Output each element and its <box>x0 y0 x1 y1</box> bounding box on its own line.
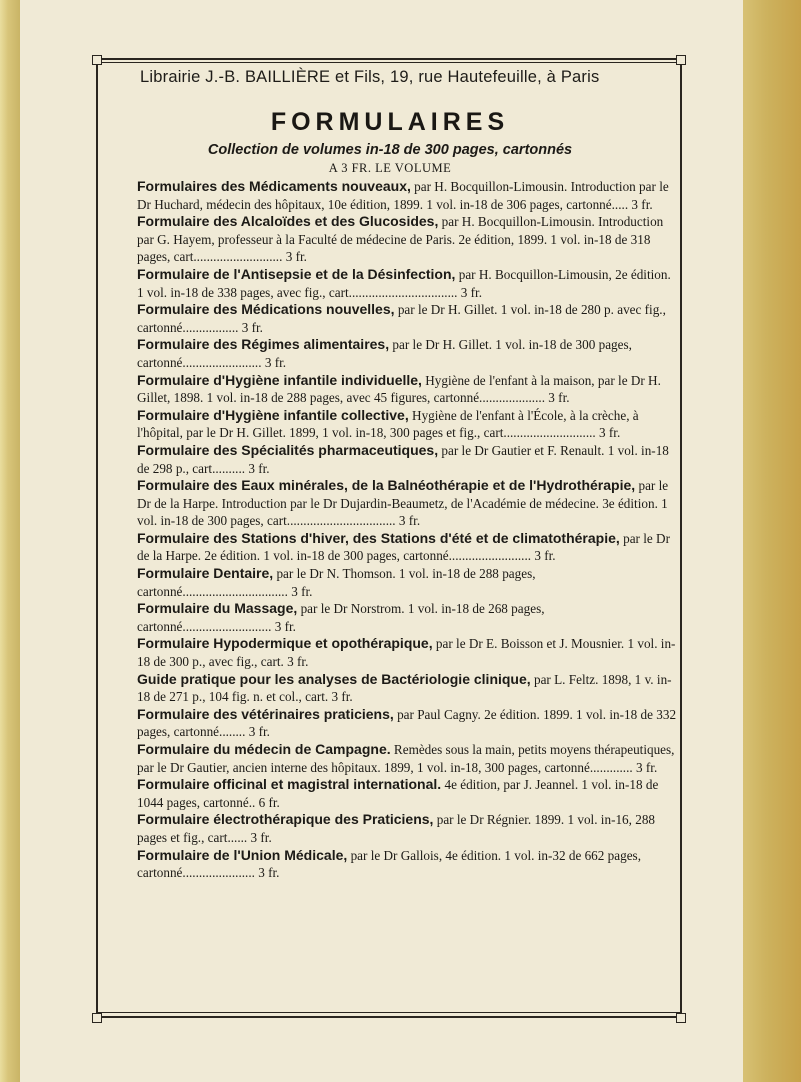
catalog-entry <box>137 565 677 600</box>
entry-title: Formulaire du médecin de Campagne. <box>137 741 391 757</box>
entry-body: par le Dr Gallois, 4e édition. 1 vol. in-32 de 662 pages, cartonné...................... 3 fr. <box>137 847 641 881</box>
catalog-entry <box>137 776 677 811</box>
entry-body: Hygiène de l'enfant à la maison, par le Dr H. Gillet, 1898. 1 vol. in-18 de 288 pages, avec 45 figures, cartonné.................... 3 fr. <box>137 372 661 406</box>
entry-title: Formulaire du Massage, <box>137 600 298 617</box>
entry-body: par le Dr N. Thomson. 1 vol. in-18 de 288 pages, cartonné................................ 3 fr. <box>137 566 536 599</box>
corner-ornament-top-right <box>676 55 686 65</box>
catalog-entry <box>137 266 677 301</box>
entry-title: Formulaire des Médications nouvelles, <box>137 301 395 318</box>
entry-body: Remèdes sous la main, petits moyens thérapeutiques, par le Dr Gautier, ancien interne des hôpitaux. 1899, 1 vol. in-18, 300 pages, cartonné............. 3 fr. <box>137 742 675 775</box>
catalog-list <box>137 178 677 882</box>
catalog-entry <box>137 847 677 882</box>
entry-body: par Paul Cagny. 2e édition. 1899. 1 vol. in-18 de 332 pages, cartonné........ 3 fr. <box>137 706 677 740</box>
corner-ornament-bottom-left <box>92 1013 102 1023</box>
entry-title: Formulaire des Stations d'hiver, des Stations d'été et de climatothérapie, <box>137 529 620 546</box>
entry-body: par le Dr H. Gillet. 1 vol. in-18 de 300 pages, cartonné........................ 3 fr. <box>137 337 632 370</box>
entry-title: Formulaire des Alcaloïdes et des Glucosides, <box>137 213 439 230</box>
catalog-entry <box>137 671 677 706</box>
entry-title: Guide pratique pour les analyses de Bactériologie clinique, <box>137 670 531 687</box>
corner-ornament-top-left <box>92 55 102 65</box>
catalog-entry <box>137 372 677 407</box>
catalog-entry <box>137 407 677 442</box>
entry-body: 4e édition, par J. Jeannel. 1 vol. in-18 de 1044 pages, cartonné.. 6 fr. <box>137 777 659 810</box>
entry-body: par le Dr Gautier et F. Renault. 1 vol. in-18 de 298 p., cart.......... 3 fr. <box>137 442 669 476</box>
entry-body: par le Dr Norstrom. 1 vol. in-18 de 268 pages, cartonné........................... 3 fr. <box>137 601 545 634</box>
entry-title: Formulaire d'Hygiène infantile collective, <box>137 406 409 423</box>
entry-title: Formulaire officinal et magistral international. <box>137 776 442 793</box>
corner-ornament-bottom-right <box>676 1013 686 1023</box>
entry-title: Formulaire des Régimes alimentaires, <box>137 336 390 353</box>
entry-title: Formulaire de l'Antisepsie et de la Désinfection, <box>137 265 456 282</box>
catalog-entry <box>137 213 677 266</box>
publisher-header: Librairie J.-B. BAILLIÈRE et Fils, 19, rue Hautefeuille, à Paris <box>140 68 600 86</box>
catalog-entry <box>137 442 677 477</box>
entry-body: par le Dr de la Harpe. Introduction par le Dr Dujardin-Beaumetz, de l'Académie de médecine. 3e édition. 1 vol. in-18 de 300 pages, cart................................. 3 fr. <box>137 478 669 529</box>
entry-body: par L. Feltz. 1898, 1 v. in-18 de 271 p., 104 fig. n. et col., cart. 3 fr. <box>137 671 672 705</box>
entry-body: par le Dr E. Boisson et J. Mousnier. 1 vol. in-18 de 300 p., avec fig., cart. 3 fr. <box>137 636 676 670</box>
entry-body: par H. Bocquillon-Limousin, 2e édition. 1 vol. in-18 de 338 pages, avec fig., cart................................. 3 fr. <box>137 266 671 300</box>
price-line: A 3 FR. LE VOLUME <box>328 161 452 175</box>
entry-title: Formulaire Hypodermique et opothérapique, <box>137 635 433 652</box>
entry-title: Formulaire des Spécialités pharmaceutiques, <box>137 441 439 458</box>
bottom-rule <box>96 1016 682 1018</box>
catalog-entry <box>137 811 677 846</box>
left-paper-edge <box>0 0 20 1082</box>
catalog-entry <box>137 336 677 371</box>
top-rule <box>96 58 682 60</box>
entry-title: Formulaire de l'Union Médicale, <box>137 846 348 863</box>
entry-body: Hygiène de l'enfant à l'École, à la crèche, à l'hôpital, par le Dr H. Gillet. 1899, 1 vol. in-18, 300 pages et fig., cart............................ 3 fr. <box>137 407 639 441</box>
collection-subtitle: Collection de volumes in-18 de 300 pages, cartonnés <box>207 142 573 158</box>
entry-body: par le Dr Régnier. 1899. 1 vol. in-16, 288 pages et fig., cart...... 3 fr. <box>137 812 656 845</box>
entry-body: par H. Bocquillon-Limousin. Introduction par G. Hayem, professeur à la Faculté de médecine de Paris. 2e édition, 1899. 1 vol. in-18 de 318 pages, cart........................... 3 fr. <box>137 214 664 265</box>
catalog-entry <box>137 477 677 530</box>
catalog-entry <box>137 635 677 670</box>
catalog-entry <box>137 741 677 776</box>
page-title: FORMULAIRES <box>270 108 510 136</box>
entry-title: Formulaires des Médicaments nouveaux, <box>137 178 411 194</box>
bottom-rule-inner <box>96 1012 682 1013</box>
entry-title: Formulaire des Eaux minérales, de la Balnéothérapie et de l'Hydrothérapie, <box>137 477 636 494</box>
top-rule-inner <box>96 62 682 63</box>
entry-body: par le Dr de la Harpe. 2e édition. 1 vol. in-18 de 300 pages, cartonné......................... 3 fr. <box>137 530 670 564</box>
entry-body: par H. Bocquillon-Limousin. Introduction par le Dr Huchard, médecin des hôpitaux, 10e édition, 1899. 1 vol. in-18 de 306 pages, cartonné..... 3 fr. <box>137 179 669 212</box>
right-paper-edge <box>743 0 801 1082</box>
catalog-entry <box>137 178 677 213</box>
entry-title: Formulaire Dentaire, <box>137 565 274 582</box>
entry-title: Formulaire des vétérinaires praticiens, <box>137 705 394 722</box>
catalog-entry <box>137 301 677 336</box>
catalog-entry <box>137 530 677 565</box>
entry-title: Formulaire électrothérapique des Praticiens, <box>137 811 434 828</box>
entry-body: par le Dr H. Gillet. 1 vol. in-18 de 280 p. avec fig., cartonné................. 3 fr. <box>137 302 666 335</box>
catalog-entry <box>137 600 677 635</box>
entry-title: Formulaire d'Hygiène infantile individuelle, <box>137 371 422 388</box>
catalog-entry <box>137 706 677 741</box>
